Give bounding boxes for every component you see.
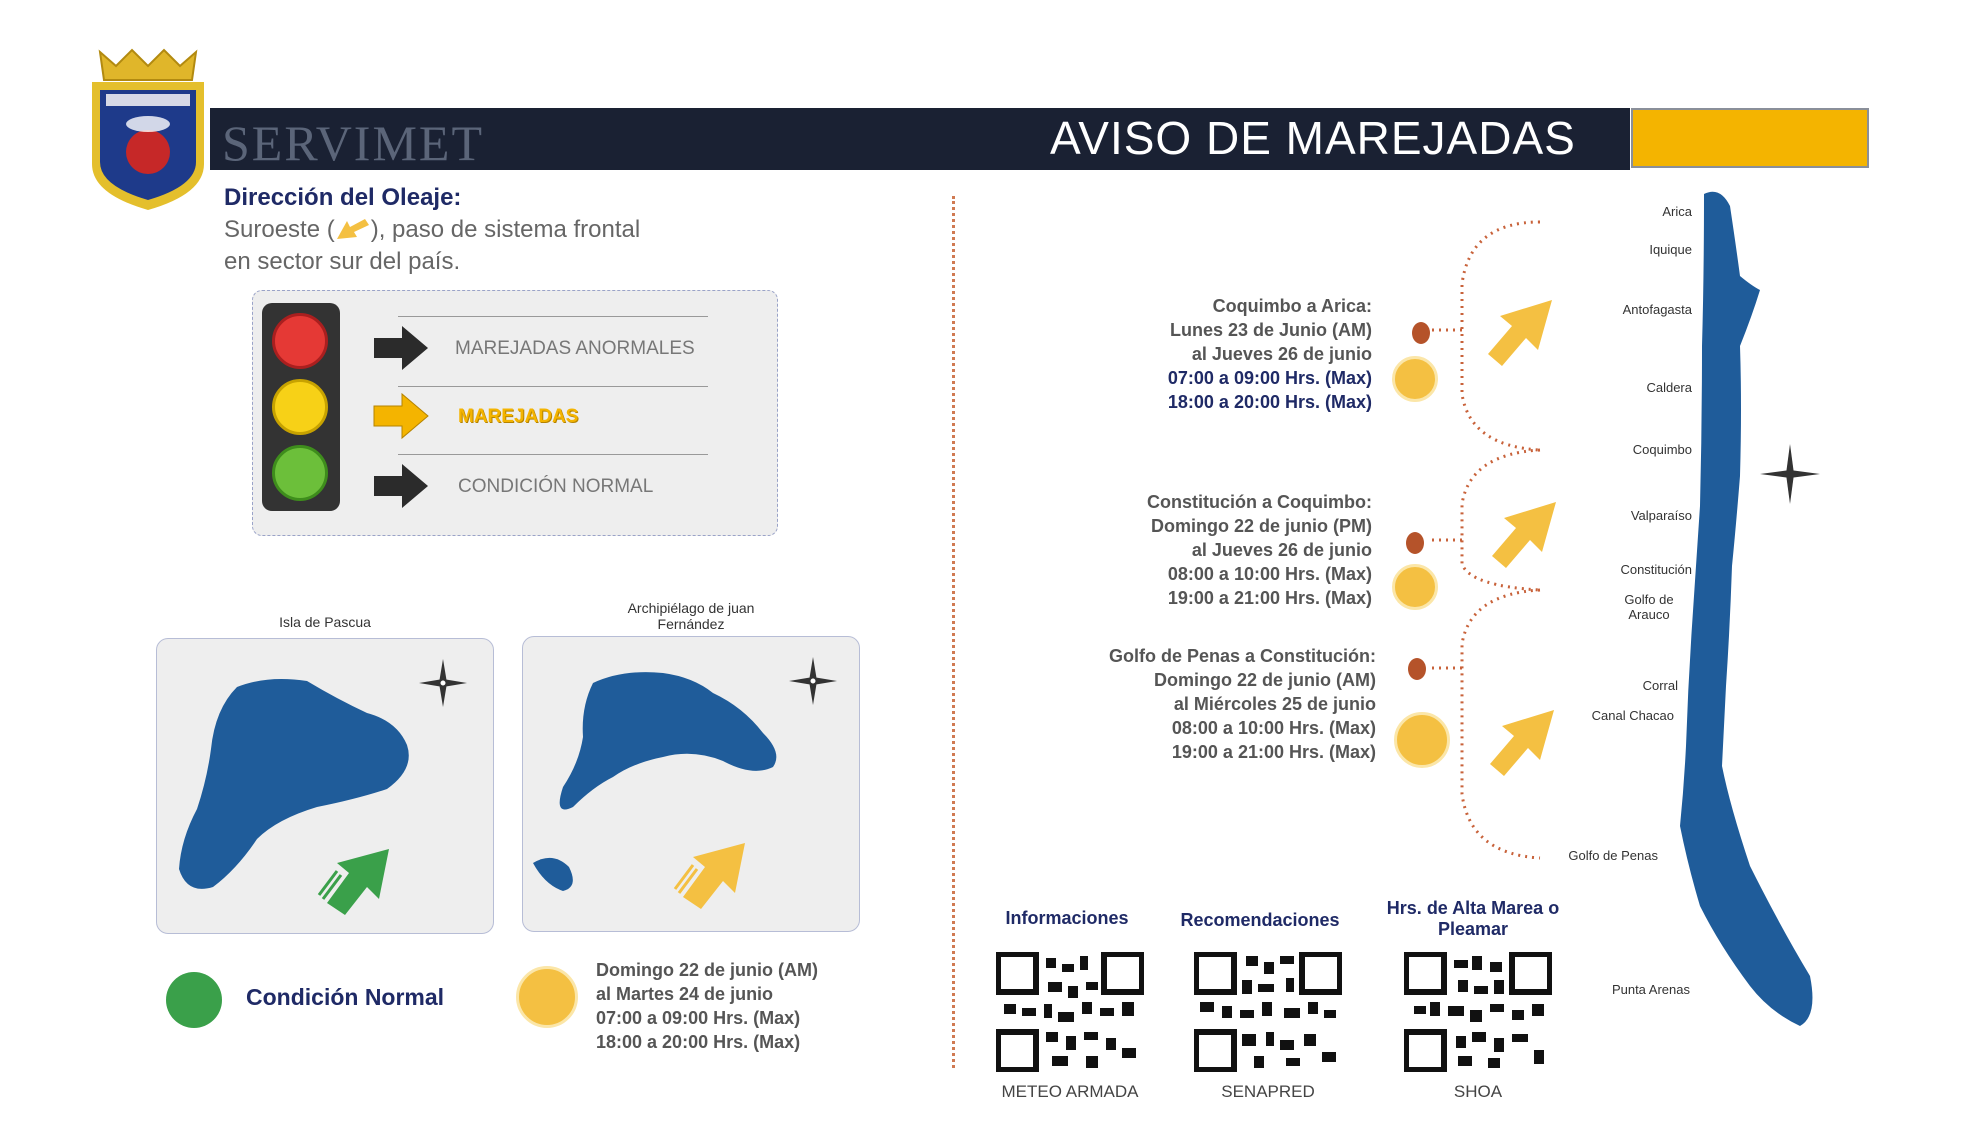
region-line: 18:00 a 20:00 Hrs. (Max) [1167,392,1372,412]
swell-line: 07:00 a 09:00 Hrs. (Max) [596,1008,801,1028]
qr-code[interactable] [1194,952,1342,1072]
region-coquimbo-arica [1000,294,1372,414]
region-line: al Jueves 26 de junio [1191,540,1372,560]
region-constitucion-coquimbo [1000,490,1372,610]
region-penas-constitucion [1000,644,1376,764]
legend-normal: CONDICIÓN NORMAL [458,476,654,497]
swell-condition-icon [516,966,578,1028]
city-label: Iquique [1649,242,1692,257]
qr-title: Recomendaciones [1180,910,1340,930]
green-arrow-icon [319,849,389,915]
swell-line: al Martes 24 de junio [596,984,774,1004]
island-title-fernandez: Archipiélago de juan Fernández [627,600,755,632]
yellow-light-icon [272,379,328,435]
city-label: Golfo de Penas [1568,848,1658,863]
region-line: al Miércoles 25 de junio [1173,694,1376,714]
yellow-arrow-icon [675,843,745,909]
swell-line: 18:00 a 20:00 Hrs. (Max) [596,1032,801,1052]
island-panel-fernandez [522,636,860,932]
city-label: Golfo de Arauco [1624,592,1674,622]
compass-icon [419,659,467,707]
normal-condition-label: Condición Normal [246,984,445,1010]
page-title: AVISO DE MAREJADAS [1050,112,1576,164]
city-label: Antofagasta [1622,302,1692,317]
qr-source: SENAPRED [1221,1082,1315,1101]
city-label: Corral [1642,678,1678,693]
city-label: Punta Arenas [1611,982,1690,997]
swell-condition-text [596,958,818,1054]
southwest-arrow-icon [1486,706,1556,776]
arrow-icon [372,324,430,372]
city-label: Caldera [1646,380,1692,395]
region-line: 19:00 a 21:00 Hrs. (Max) [1171,742,1376,762]
region-marker [1412,322,1430,344]
region-line: 08:00 a 10:00 Hrs. (Max) [1167,564,1372,584]
compass-icon [1760,444,1820,504]
qr-title: Informaciones [1005,908,1129,928]
alert-color-box [1631,108,1869,168]
region-line: 08:00 a 10:00 Hrs. (Max) [1171,718,1376,738]
southwest-arrow-icon [335,217,371,241]
region-line: Coquimbo a Arica: [1212,296,1372,316]
qr-code[interactable] [996,952,1144,1072]
region-marker [1408,658,1426,680]
region-line: Domingo 22 de junio (AM) [1154,670,1376,690]
qr-source: METEO ARMADA [1001,1082,1139,1101]
city-label: Canal Chacao [1591,708,1674,723]
chile-map [1660,186,1860,1066]
region-line: al Jueves 26 de junio [1191,344,1372,364]
qr-title: Hrs. de Alta Marea o Pleamar [1386,898,1560,939]
legend-swell: MAREJADAS [458,406,579,427]
region-line: Domingo 22 de junio (PM) [1151,516,1372,536]
arrow-icon [372,462,430,510]
southwest-arrow-icon [1484,296,1554,366]
region-marker [1406,532,1424,554]
island-panel-pascua [156,638,494,934]
compass-icon [789,657,837,705]
legend-abnormal: MAREJADAS ANORMALES [455,338,695,359]
vertical-divider [952,196,955,1068]
brand-title: SERVIMET [222,115,484,171]
divider [398,316,708,317]
city-label: Arica [1662,204,1692,219]
armada-logo [86,44,210,214]
city-label: Coquimbo [1632,442,1692,457]
qr-source: SHOA [1453,1082,1503,1101]
normal-condition-icon [166,972,222,1028]
qr-code[interactable] [1404,952,1552,1072]
direction-line1-before: Suroeste ( [224,216,335,243]
island-title-pascua: Isla de Pascua [279,614,371,630]
green-light-icon [272,445,328,501]
swell-line: Domingo 22 de junio (AM) [596,960,818,980]
city-label: Valparaíso [1630,508,1692,523]
region-line: 19:00 a 21:00 Hrs. (Max) [1167,588,1372,608]
region-line: Constitución a Coquimbo: [1147,492,1372,512]
arrow-icon [372,392,430,440]
direction-heading: Dirección del Oleaje: [224,184,462,211]
direction-text [224,214,640,278]
pascua-map [157,639,493,933]
city-label: Constitución [1620,562,1692,577]
traffic-light [262,303,340,511]
red-light-icon [272,313,328,369]
divider [398,454,708,455]
region-line: 07:00 a 09:00 Hrs. (Max) [1167,368,1372,388]
direction-line1-after: ), paso de sistema frontal [370,216,641,243]
region-line: Golfo de Penas a Constitución: [1108,646,1376,666]
divider [398,386,708,387]
fernandez-map [523,637,859,931]
direction-line2: en sector sur del país. [224,248,461,275]
southwest-arrow-icon [1488,498,1558,568]
region-line: Lunes 23 de Junio (AM) [1169,320,1372,340]
